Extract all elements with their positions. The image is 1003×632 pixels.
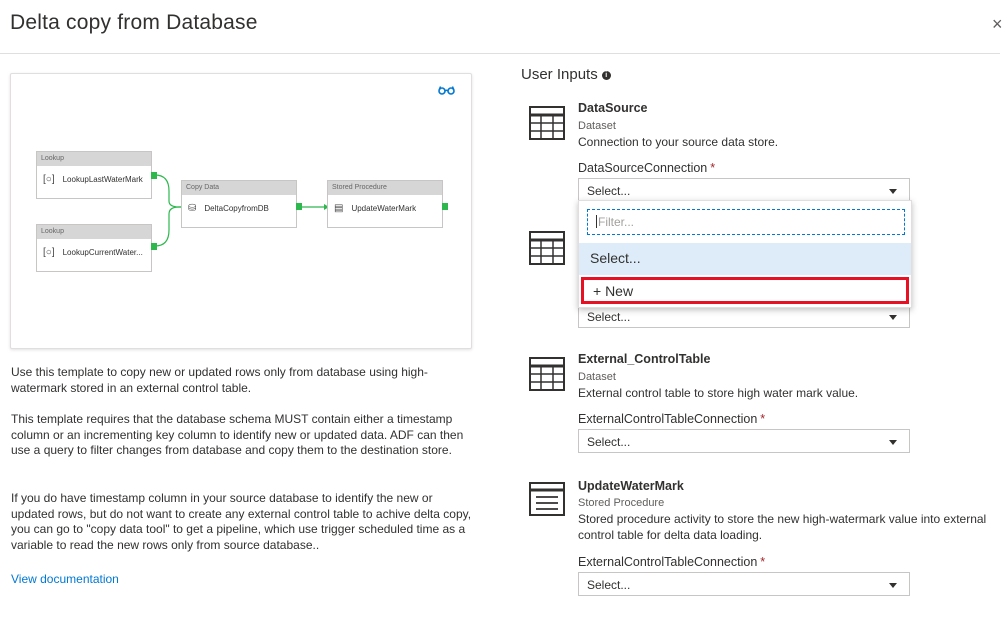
activity-type: Stored Procedure — [328, 181, 442, 195]
info-icon[interactable]: i — [602, 71, 611, 80]
section-description: Connection to your source data store. — [578, 135, 779, 149]
lookup-icon: [○] — [43, 173, 55, 185]
connection-dropdown — [578, 200, 912, 308]
field-label-text: ExternalControlTableConnection — [578, 555, 758, 569]
dropdown-option-select[interactable]: Select... — [579, 243, 911, 275]
select-value: Select... — [587, 435, 631, 449]
close-icon[interactable]: × — [992, 14, 1003, 34]
activity-name: UpdateWaterMark — [351, 203, 417, 213]
activity-type: Lookup — [37, 225, 151, 239]
section-name: External_ControlTable — [578, 352, 711, 366]
required-marker: * — [760, 555, 766, 569]
output-port[interactable] — [442, 203, 448, 210]
activity-name: LookupLastWaterMark — [62, 174, 143, 184]
section-type: Stored Procedure — [578, 497, 665, 509]
select-value: Select... — [587, 310, 631, 324]
section-description: External control table to store high water mark value. — [578, 386, 859, 400]
chevron-down-icon — [889, 315, 897, 320]
stored-procedure-connection-select[interactable] — [578, 572, 910, 596]
stored-procedure-icon: ▤ — [334, 202, 344, 214]
dialog-header — [0, 0, 1003, 54]
template-description-1: Use this template to copy new or updated rows only from database using high-watermark stored in an external control table. — [11, 365, 428, 395]
section-type: Dataset — [578, 371, 616, 383]
dialog-title: Delta copy from Database — [10, 11, 258, 34]
template-description-2: This template requires that the database schema MUST contain either a timestamp column or an incrementing key column to identify new or updated data. ADF can then use a query to filter changes from database and copy them to the destination store. — [11, 412, 464, 457]
section-type: Dataset — [578, 120, 616, 132]
text-cursor — [596, 215, 597, 228]
stored-procedure-connection-label — [578, 555, 765, 569]
section-name: DataSource — [578, 101, 648, 115]
pipeline-preview — [10, 73, 472, 349]
user-inputs-title — [521, 66, 611, 83]
select-value: Select... — [587, 184, 631, 198]
activity-lookup-current[interactable] — [36, 224, 152, 272]
activity-copy[interactable] — [181, 180, 297, 228]
activity-name: LookupCurrentWater... — [62, 247, 143, 257]
output-port[interactable] — [151, 172, 157, 179]
chevron-down-icon — [889, 583, 897, 588]
datasource-connection-label — [578, 161, 715, 175]
database-icon: ⛁ — [188, 202, 197, 214]
activity-lookup-last[interactable] — [36, 151, 152, 199]
activity-stored-procedure[interactable] — [327, 180, 443, 228]
field-label-text: DataSourceConnection — [578, 161, 708, 175]
required-marker: * — [710, 161, 716, 175]
activity-type: Lookup — [37, 152, 151, 166]
chevron-down-icon — [889, 440, 897, 445]
section-description: Stored procedure activity to store the new high-watermark value into external control table for delta data loading. — [578, 512, 987, 542]
filter-input[interactable] — [587, 209, 905, 235]
required-marker: * — [760, 412, 766, 426]
table-icon — [529, 357, 565, 396]
stored-procedure-icon — [529, 482, 565, 521]
filter-placeholder: Filter... — [598, 215, 635, 229]
select-value: Select... — [587, 578, 631, 592]
user-inputs-label: User Inputs — [521, 66, 598, 83]
external-control-connection-select[interactable] — [578, 429, 910, 453]
lookup-icon: [○] — [43, 246, 55, 258]
chevron-down-icon — [889, 189, 897, 194]
field-label-text: ExternalControlTableConnection — [578, 412, 758, 426]
section-name: UpdateWaterMark — [578, 479, 684, 493]
table-icon — [529, 106, 565, 145]
activity-name: DeltaCopyfromDB — [204, 203, 269, 213]
output-port[interactable] — [151, 243, 157, 250]
output-port[interactable] — [296, 203, 302, 210]
external-control-connection-label — [578, 412, 765, 426]
activity-type: Copy Data — [182, 181, 296, 195]
dropdown-option-new[interactable]: + New — [581, 277, 909, 304]
template-description-3: If you do have timestamp column in your source database to identify the new or updated rows, but do not want to create any external control table to achive delta copy, you can go to "copy data tool" to get a pipeline, which use trigger scheduled time as a variable to read the new rows only from source database.. — [11, 491, 472, 552]
view-documentation-link[interactable]: View documentation — [11, 572, 119, 586]
datasource-connection-select[interactable] — [578, 178, 910, 202]
table-icon — [529, 231, 565, 270]
